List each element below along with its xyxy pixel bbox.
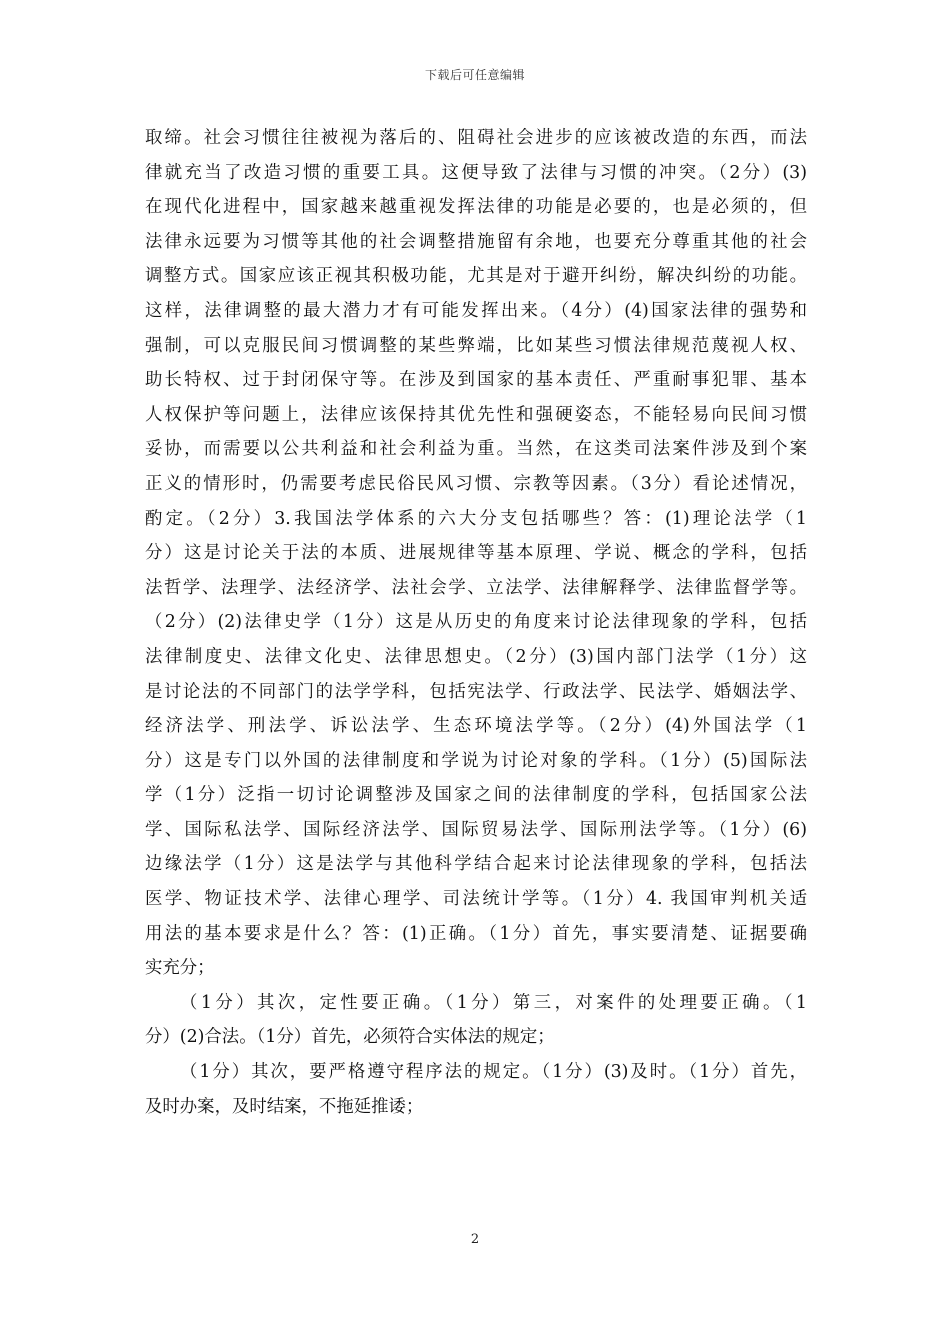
body-line: 律就充当了改造习惯的重要工具。这便导致了法律与习惯的冲突。（2分）(3) [145, 162, 807, 183]
body-line: 用法的基本要求是什么？答：(1)正确。（1分）首先，事实要清楚、证据要确 [145, 923, 807, 944]
body-line: 医学、物证技术学、法律心理学、司法统计学等。（1分）4. 我国审判机关适 [145, 889, 807, 910]
body-line: 酌定。（2分）3.我国法学体系的六大分支包括哪些？答：(1)理论法学（1 [145, 508, 807, 529]
body-line: （1分）其次，要严格遵守程序法的规定。（1分）(3)及时。（1分）首先， [180, 1062, 807, 1083]
body-line: （2分）(2)法律史学（1分）这是从历史的角度来讨论法律现象的学科，包括 [145, 612, 807, 633]
body-line: 法律制度史、法律文化史、法律思想史。（2分）(3)国内部门法学（1分）这 [145, 646, 807, 667]
body-line: 分）这是讨论关于法的本质、进展规律等基本原理、学说、概念的学科，包括 [145, 543, 807, 564]
body-line: 经济法学、刑法学、诉讼法学、生态环境法学等。（2分）(4)外国法学（1 [145, 716, 807, 737]
body-line: 是讨论法的不同部门的法学学科，包括宪法学、行政法学、民法学、婚姻法学、 [145, 681, 807, 702]
body-line: 分）这是专门以外国的法律制度和学说为讨论对象的学科。（1分）(5)国际法 [145, 750, 807, 771]
body-line: 法哲学、法理学、法经济学、法社会学、立法学、法律解释学、法律监督学等。 [145, 577, 807, 598]
body-line: 强制，可以克服民间习惯调整的某些弊端，比如某些习惯法律规范蔑视人权、 [145, 335, 807, 356]
body-line: 助长特权、过于封闭保守等。在涉及到国家的基本责任、严重耐事犯罪、基本 [145, 370, 807, 391]
body-line: 学、国际私法学、国际经济法学、国际贸易法学、国际刑法学等。（1分）(6) [145, 819, 807, 840]
body-line: 妥协，而需要以公共利益和社会利益为重。当然，在这类司法案件涉及到个案 [145, 439, 807, 460]
body-line: 边缘法学（1分）这是法学与其他科学结合起来讨论法律现象的学科，包括法 [145, 854, 807, 875]
body-line: 取缔。社会习惯往往被视为落后的、阻碍社会进步的应该被改造的东西，而法 [145, 128, 807, 148]
body-line: 及时办案，及时结案，不拖延推诿； [145, 1096, 424, 1117]
body-line: 调整方式。国家应该正视其积极功能，尤其是对于避开纠纷，解决纠纷的功能。 [145, 266, 807, 287]
body-line: 正义的情形时，仍需要考虑民俗民风习惯、宗教等因素。（3分）看论述情况， [145, 473, 807, 494]
document-body [145, 121, 807, 1124]
body-line: 分）(2)合法。（1分）首先，必须符合实体法的规定； [145, 1027, 555, 1048]
body-line: 实充分； [145, 958, 215, 979]
body-line: 在现代化进程中，国家越来越重视发挥法律的功能是必要的，也是必须的，但 [145, 197, 807, 218]
body-line: 法律永远要为习惯等其他的社会调整措施留有余地，也要充分尊重其他的社会 [145, 231, 807, 252]
page-number: 2 [470, 1232, 480, 1247]
body-line: 人权保护等问题上，法律应该保持其优先性和强硬姿态，不能轻易向民间习惯 [145, 404, 807, 425]
body-line: 学（1分）泛指一切讨论调整涉及国家之间的法律制度的学科，包括国家公法 [145, 785, 807, 806]
page-header: 下载后可任意编辑 [424, 68, 525, 82]
body-line: 这样，法律调整的最大潜力才有可能发挥出来。（4分）(4)国家法律的强势和 [145, 300, 807, 321]
body-line: （1分）其次，定性要正确。（1分）第三，对案件的处理要正确。（1 [180, 992, 807, 1013]
